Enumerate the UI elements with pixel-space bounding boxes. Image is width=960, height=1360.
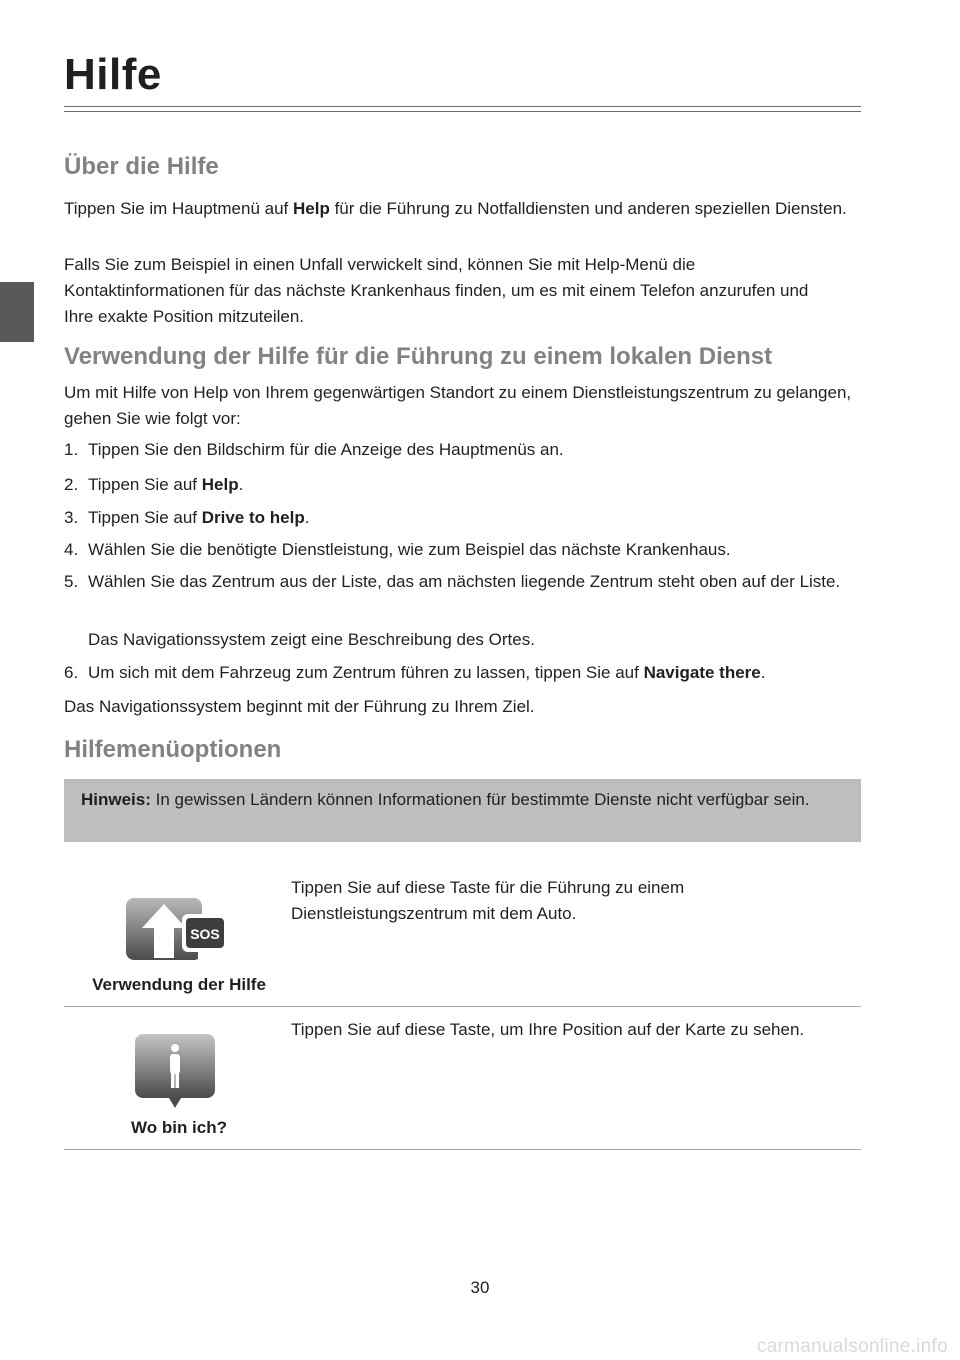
paragraph-help-intro: Tippen Sie im Hauptmenü auf Help für die Führung zu Notfalldiensten und anderen speziellen Diensten. [64, 199, 847, 218]
where-am-i-person-icon[interactable] [133, 1032, 217, 1110]
option-divider [64, 1149, 861, 1150]
chapter-tab-marker [0, 282, 34, 342]
section-heading-about-help: Über die Hilfe [64, 153, 219, 180]
page-number: 30 [470, 1278, 490, 1297]
paragraph-help-example: Falls Sie zum Beispiel in einen Unfall verwickelt sind, können Sie mit Help-Menü die Kontaktinformationen für das nächste Krankenhaus finden, um es mit einem Telefon anzurufen und Ihre exakte Position mitzuteilen. [64, 255, 809, 326]
drive-to-help-sos-icon[interactable] [124, 892, 232, 966]
note-box [64, 779, 861, 842]
paragraph-drive-outro: Das Navigationssystem beginnt mit der Führung zu Ihrem Ziel. [64, 697, 535, 716]
section-heading-drive-to-help: Verwendung der Hilfe für die Führung zu einem lokalen Dienst [64, 343, 773, 370]
section-heading-help-menu-options: Hilfemenüoptionen [64, 736, 282, 763]
option-divider [64, 1006, 861, 1007]
page-title: Hilfe [64, 50, 162, 99]
title-rule [64, 111, 861, 112]
option-label-where-am-i: Wo bin ich? [130, 1118, 227, 1137]
option-description-where-am-i: Tippen Sie auf diese Taste, um Ihre Position auf der Karte zu sehen. [291, 1020, 805, 1039]
note-text: Hinweis: In gewissen Ländern können Informationen für bestimmte Dienste nicht verfügbar sein. [81, 790, 810, 809]
paragraph-drive-intro: Um mit Hilfe von Help von Ihrem gegenwärtigen Standort zu einem Dienstleistungszentrum zu gelangen, gehen Sie wie folgt vor: [64, 383, 852, 428]
option-description-drive-to-help: Tippen Sie auf diese Taste für die Führung zu einem Dienstleistungszentrum mit dem Auto. [291, 878, 685, 923]
title-rule [64, 106, 861, 107]
option-label-drive-to-help: Verwendung der Hilfe [92, 975, 266, 994]
sos-icon-text: SOS [190, 926, 220, 942]
watermark-url: carmanualsonline.info [756, 1336, 948, 1357]
